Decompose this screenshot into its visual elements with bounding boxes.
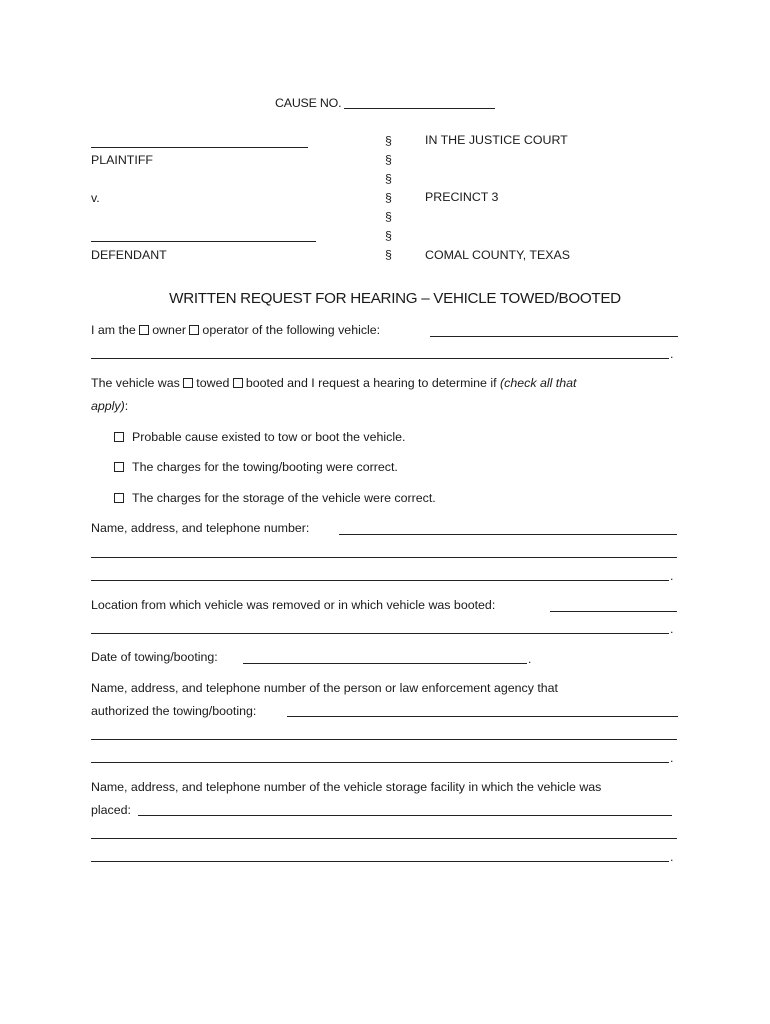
location-label: Location from which vehicle was removed or in which vehicle was booted: [91,598,496,612]
date-field[interactable] [243,663,527,664]
storage-facility-field-line2[interactable] [91,838,677,839]
authorized-field-line2[interactable] [91,739,677,740]
name-address-field[interactable] [339,534,677,535]
section-symbol: § [385,248,392,262]
vehicle-field[interactable] [430,336,678,337]
storage-facility-field[interactable] [138,815,672,816]
county-label: COMAL COUNTY, TEXAS [425,248,571,262]
owner-operator-row [91,323,380,337]
authorized-label-line2: authorized the towing/booting: [91,704,257,718]
name-address-label: Name, address, and telephone number: [91,521,310,535]
section-symbol: § [385,134,392,148]
probable-cause-checkbox[interactable] [114,432,124,442]
defendant-name-field[interactable] [91,241,316,242]
precinct-label: PRECINCT 3 [425,190,499,204]
cause-number-field[interactable] [344,108,495,109]
check-item [114,430,405,444]
towed-checkbox[interactable] [183,378,193,388]
apply-row [91,399,128,413]
name-address-field-line3[interactable] [91,580,669,581]
storage-facility-label-line2: placed: [91,803,131,817]
check-item-label: Probable cause existed to tow or boot the vehicle. [132,430,406,444]
section-symbol: § [385,229,392,243]
versus-label: v. [91,191,100,205]
check-all-note: (check all that [500,376,577,390]
check-item-label: The charges for the towing/booting were correct. [132,460,398,474]
period: . [670,569,674,583]
date-label: Date of towing/booting: [91,650,218,664]
towed-label: towed [196,376,230,390]
cause-number-label: CAUSE NO. [275,96,342,110]
period: . [670,622,674,636]
section-symbol: § [385,191,392,205]
period: . [670,850,674,864]
plaintiff-label: PLAINTIFF [91,153,153,167]
storage-facility-field-line3[interactable] [91,861,669,862]
period: . [670,347,674,361]
authorized-field[interactable] [287,716,678,717]
section-symbol: § [385,172,392,186]
defendant-label: DEFENDANT [91,248,167,262]
form-title: WRITTEN REQUEST FOR HEARING – VEHICLE TOWED/BOOTED [169,290,621,307]
vehicle-field-continued[interactable] [91,358,669,359]
colon: : [124,399,129,413]
plaintiff-name-field[interactable] [91,147,308,148]
authorized-label: Name, address, and telephone number of the person or law enforcement agency that [91,681,558,695]
towed-booted-row [91,376,576,390]
authorized-field-line3[interactable] [91,762,669,763]
owner-label: owner [152,323,186,337]
court-label: IN THE JUSTICE COURT [425,133,568,147]
towing-charges-checkbox[interactable] [114,462,124,472]
section-symbol: § [385,210,392,224]
check-item-label: The charges for the storage of the vehicle were correct. [132,491,436,505]
location-field-line2[interactable] [91,633,669,634]
operator-label: operator of the following vehicle: [202,323,381,337]
owner-intro-text: I am the [91,323,136,337]
location-field[interactable] [550,611,677,612]
owner-checkbox[interactable] [139,325,149,335]
operator-checkbox[interactable] [189,325,199,335]
booted-checkbox[interactable] [233,378,243,388]
section-symbol: § [385,153,392,167]
period: . [670,751,674,765]
apply-note: apply) [91,399,125,413]
check-item [114,460,398,474]
name-address-field-line2[interactable] [91,557,677,558]
vehicle-was-text: The vehicle was [91,376,180,390]
storage-facility-label: Name, address, and telephone number of the vehicle storage facility in which the vehicle was [91,780,602,794]
storage-charges-checkbox[interactable] [114,493,124,503]
check-item [114,491,436,505]
booted-label: booted and I request a hearing to determine if [245,376,497,390]
period: . [528,652,532,666]
